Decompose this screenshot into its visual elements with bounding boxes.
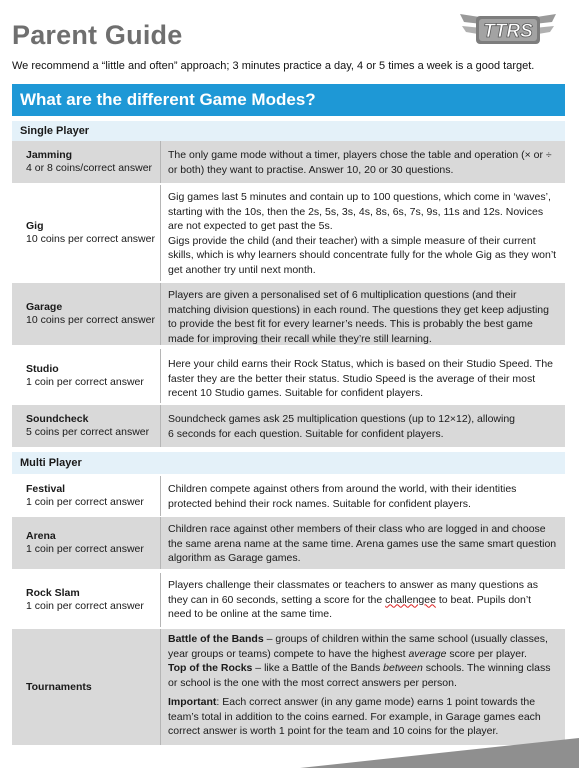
mode-row-gig bbox=[12, 185, 565, 281]
mode-coins: 4 or 8 coins/correct answer bbox=[26, 162, 153, 174]
top-of-the-rocks bbox=[168, 661, 557, 690]
mode-row-studio bbox=[12, 349, 565, 403]
mode-description-2: Gigs provide the child (and their teacher) with a simple measure of their current skills, which is why learners should concentrate fully for the whole Gig as they won’t get another try until next month. bbox=[168, 234, 557, 276]
ttrs-logo bbox=[458, 8, 558, 52]
desc-emphasis: between bbox=[383, 662, 423, 674]
important-note bbox=[168, 695, 557, 739]
mode-coins: 10 coins per correct answer bbox=[26, 314, 155, 326]
intro-text: We recommend a “little and often” approach; 3 minutes practice a day, 4 or 5 times a week is a good target. bbox=[12, 60, 535, 72]
desc-part: Players challenge their classmates or teachers to answer as many questions as they can in 60 seconds, setting a score for the bbox=[168, 579, 539, 606]
mode-description: Gig games last 5 minutes and contain up to 100 questions, which come in ‘waves’, starting with the 10s, then the 2s, 5s, 3s, 4s, 8s, 6s, 7s, 9s, 11s and 12s. Novices are not expected to get past the 5s. bbox=[168, 191, 551, 232]
desc-part: schools. The winning class or school is the one with the most correct answers per person. bbox=[168, 662, 551, 689]
mode-coins: 1 coin per correct answer bbox=[26, 543, 144, 555]
desc-part: to beat. Pupils don’t need to be online at the same time. bbox=[168, 593, 532, 620]
desc-emphasis: average bbox=[408, 647, 447, 660]
desc-part: – groups of children within the same school (usually classes, year groups or teams) compete to have the highest bbox=[168, 633, 548, 660]
desc-part: – like a Battle of the Bands bbox=[252, 662, 384, 674]
battle-of-the-bands bbox=[168, 632, 557, 661]
mode-description: Soundcheck games ask 25 multiplication questions (up to 12×12), allowing bbox=[168, 413, 515, 425]
mode-description: Here your child earns their Rock Status, which is based on their Studio Speed. The faster they are the better their status. Studio Speed is the average of their most recent 10 Studio games. Suitable for confident players. bbox=[168, 358, 554, 399]
mode-row-tournaments bbox=[12, 629, 565, 745]
mode-row-garage bbox=[12, 283, 565, 345]
important-title: Important bbox=[168, 696, 217, 708]
section-multi-player: Multi Player bbox=[12, 452, 565, 474]
mode-description bbox=[168, 578, 557, 622]
mode-description: Children race against other members of their class who are logged in and choose the same arena name at the same time. Arena games use the same smart question algorithm as Garage games. bbox=[168, 523, 557, 564]
mode-coins: 1 coin per correct answer bbox=[26, 496, 144, 508]
page-title: Parent Guide bbox=[12, 20, 183, 50]
mode-description: Players are given a personalised set of 6 multiplication questions (and their matching division questions) in each round. The questions they get keep adjusting to provide the best fit for every learner’s needs. This is probably the best game made for improving their recall while they’re still learning. bbox=[168, 289, 549, 345]
mode-description: Children compete against others from around the world, with their identities protected behind their rock names. Suitable for confident players. bbox=[168, 483, 517, 510]
desc-part: score per player. bbox=[446, 647, 527, 660]
mode-row-arena bbox=[12, 517, 565, 569]
mode-name: Soundcheck bbox=[26, 413, 89, 425]
mode-description-2: 6 seconds for each question. Suitable for confident players. bbox=[168, 427, 444, 440]
desc-part: : Each correct answer (in any game mode) earns 1 point towards the team’s total in addition to the coins earned. For example, in Garage games each correct answer is worth 1 point for the team and 10 coins for the player. bbox=[168, 696, 541, 737]
mode-name: Studio bbox=[26, 363, 59, 375]
mode-name: Rock Slam bbox=[26, 587, 80, 599]
game-modes-banner: What are the different Game Modes? bbox=[12, 84, 565, 116]
mode-name: Tournaments bbox=[26, 680, 92, 693]
mode-name: Arena bbox=[26, 530, 56, 542]
mode-name: Garage bbox=[26, 301, 63, 313]
mode-name: Jamming bbox=[26, 149, 73, 161]
mode-coins: 1 coin per correct answer bbox=[26, 376, 144, 388]
mode-name: Gig bbox=[26, 220, 44, 232]
svg-text:TTRS: TTRS bbox=[483, 21, 533, 42]
mode-row-festival bbox=[12, 476, 565, 516]
mode-row-rock-slam bbox=[12, 573, 565, 627]
mode-row-jamming bbox=[12, 141, 565, 183]
mode-description: The only game mode without a timer, players chose the table and operation (× or ÷ or both) they want to practise. Answer 10, 20 or 30 questions. bbox=[168, 149, 552, 176]
mode-row-soundcheck bbox=[12, 405, 565, 447]
top-title: Top of the Rocks bbox=[168, 662, 253, 674]
misspelt-word: challengee bbox=[385, 593, 436, 606]
mode-coins: 1 coin per correct answer bbox=[26, 600, 144, 612]
section-single-player: Single Player bbox=[12, 121, 565, 141]
mode-coins: 5 coins per correct answer bbox=[26, 426, 150, 438]
battle-title: Battle of the Bands bbox=[168, 633, 264, 645]
mode-coins: 10 coins per correct answer bbox=[26, 233, 155, 245]
mode-name: Festival bbox=[26, 483, 66, 495]
